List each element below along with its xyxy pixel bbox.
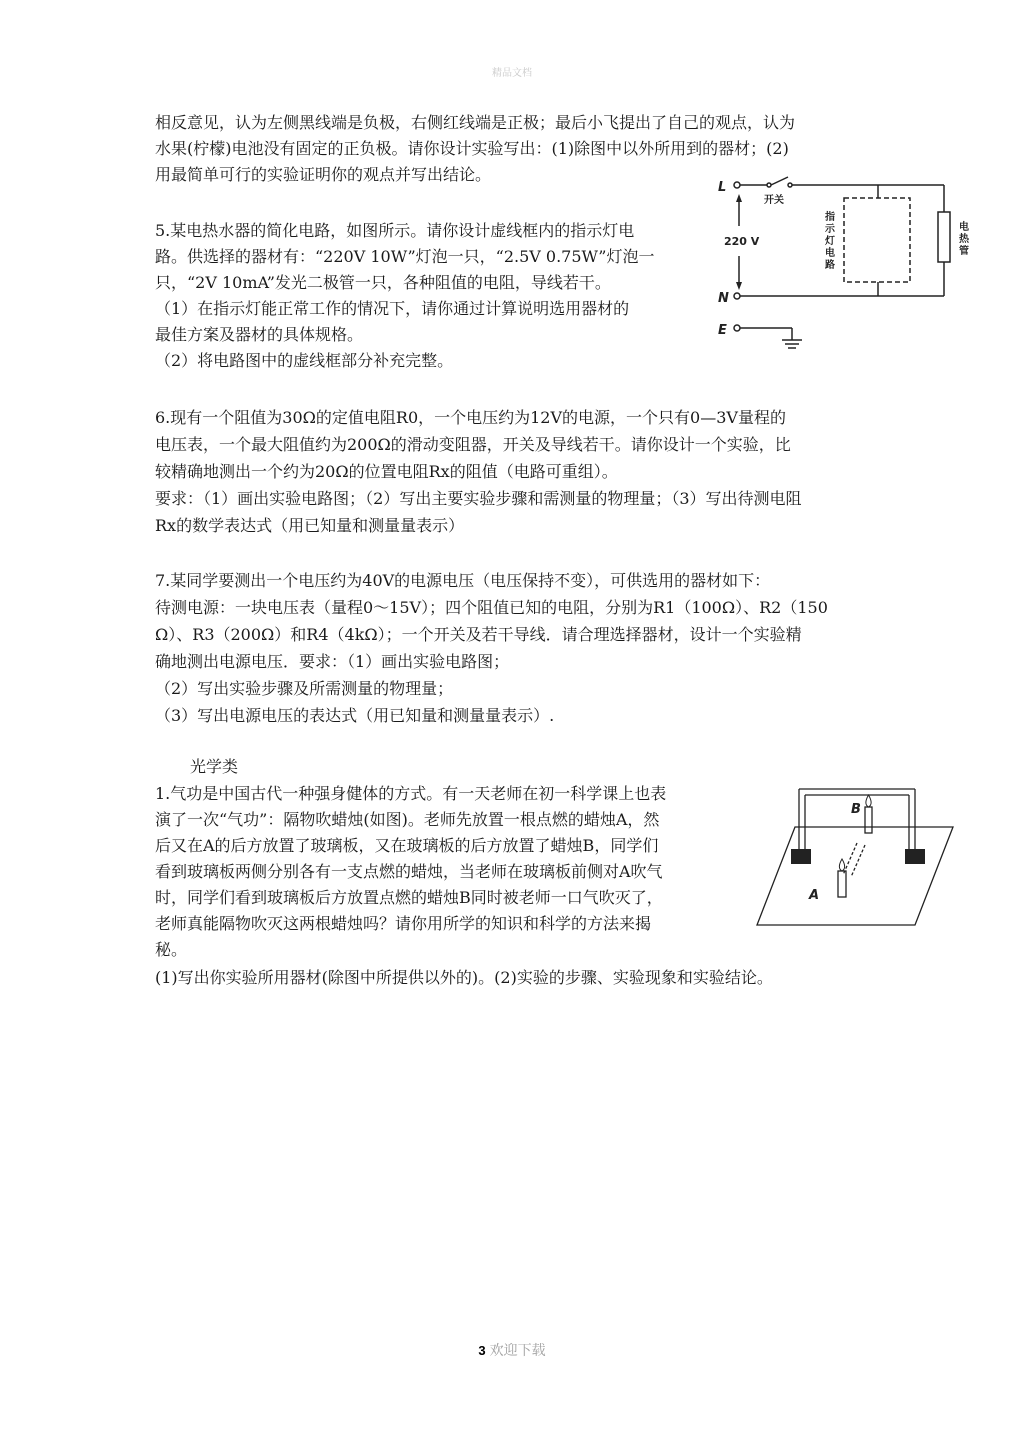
switch-label: 开关 xyxy=(764,195,784,206)
q5-line-6: （2）将电路图中的虚线框部分补充完整。 xyxy=(155,351,454,370)
water-heater-circuit-diagram xyxy=(712,172,982,362)
q5-line-3: 只，“2V 10mA”发光二极管一只，各种阻值的电阻，导线若干。 xyxy=(155,273,611,292)
q5-line-5: 最佳方案及器材的具体规格。 xyxy=(155,325,364,344)
heater-char: 管 xyxy=(959,246,969,257)
section-title-optics: 光学类 xyxy=(190,757,239,776)
indicator-char: 灯 xyxy=(825,236,835,247)
q7-line-5: （2）写出实验步骤及所需测量的物理量； xyxy=(155,679,454,698)
q4-line-1: 相反意见，认为左侧黑线端是负极，右侧红线端是正极；最后小飞提出了自己的观点，认为 xyxy=(155,113,796,132)
optics-q1-line-3: 后又在A的后方放置了玻璃板，又在玻璃板的后方放置了蜡烛B，同学们 xyxy=(155,836,659,855)
indicator-char: 电 xyxy=(825,248,835,259)
candle-A-label: A xyxy=(809,888,820,903)
q6-line-5: Rx的数学表达式（用已知量和测量量表示） xyxy=(155,516,465,535)
header-watermark: 精品文档 xyxy=(492,68,532,79)
optics-q1-line-8: (1)写出你实验所用器材(除图中所提供以外的)。(2)实验的步骤、实验现象和实验结论。 xyxy=(155,968,773,987)
voltage-label: 220 V xyxy=(724,235,760,248)
heater-char: 电 xyxy=(959,222,969,233)
q5-line-2: 路。供选择的器材有：“220V 10W”灯泡一只，“2.5V 0.75W”灯泡一 xyxy=(155,247,655,266)
terminal-L-label: L xyxy=(718,180,727,195)
q7-line-2: 待测电源：一块电压表（量程0～15V）；四个阻值已知的电阻，分别为R1（100Ω）、R2（150 xyxy=(155,598,828,617)
candle-B-label: B xyxy=(851,802,861,817)
optics-q1-line-2: 演了一次“气功”：隔物吹蜡烛(如图)。老师先放置一根点燃的蜡烛A，然 xyxy=(155,810,660,829)
q6-line-2: 电压表，一个最大阻值约为200Ω的滑动变阻器，开关及导线若干。请你设计一个实验，比 xyxy=(155,435,791,454)
optics-q1-line-6: 老师真能隔物吹灭这两根蜡烛吗？请你用所学的知识和科学的方法来揭 xyxy=(155,914,652,933)
q5-line-4: （1）在指示灯能正常工作的情况下，请你通过计算说明选用器材的 xyxy=(155,299,630,318)
q7-line-1: 7.某同学要测出一个电压约为40V的电源电压（电压保持不变），可供选用的器材如下： xyxy=(155,571,771,590)
optics-q1-line-1: 1.气功是中国古代一种强身健体的方式。有一天老师在初一科学课上也表 xyxy=(155,784,667,803)
footer-download-text: 欢迎下载 xyxy=(489,1343,546,1359)
candle-glass-plate-figure xyxy=(755,783,960,933)
q7-line-4: 确地测出电源电压．要求：（1）画出实验电路图； xyxy=(155,652,510,671)
heater-char: 热 xyxy=(959,234,969,245)
optics-q1-line-4: 看到玻璃板两侧分别各有一支点燃的蜡烛，当老师在玻璃板前侧对A吹气 xyxy=(155,862,663,881)
optics-q1-line-7: 秘。 xyxy=(155,940,188,959)
q7-line-6: （3）写出电源电压的表达式（用已知量和测量量表示）. xyxy=(155,706,555,725)
indicator-char: 示 xyxy=(825,224,835,235)
terminal-E-label: E xyxy=(718,323,727,338)
q6-line-3: 较精确地测出一个约为20Ω的位置电阻Rx的阻值（电路可重组）。 xyxy=(155,462,618,481)
indicator-char: 路 xyxy=(825,260,835,271)
q4-line-3: 用最简单可行的实验证明你的观点并写出结论。 xyxy=(155,165,492,184)
page-number: 3 xyxy=(478,1343,486,1358)
q6-line-1: 6.现有一个阻值为30Ω的定值电阻R0，一个电压约为12V的电源，一个只有0—3V量程的 xyxy=(155,408,786,427)
q4-line-2: 水果(柠檬)电池没有固定的正负极。请你设计实验写出：(1)除图中以外所用到的器材；(2) xyxy=(155,139,789,158)
q7-line-3: Ω）、R3（200Ω）和R4（4kΩ）；一个开关及若干导线．请合理选择器材，设计一个实验精 xyxy=(155,625,802,644)
optics-q1-line-5: 时，同学们看到玻璃板后方放置点燃的蜡烛B同时被老师一口气吹灭了， xyxy=(155,888,663,907)
terminal-N-label: N xyxy=(718,291,729,306)
q6-line-4: 要求：（1）画出实验电路图；（2）写出主要实验步骤和需测量的物理量；（3）写出待测电阻 xyxy=(155,489,802,508)
q5-line-1: 5.某电热水器的简化电路，如图所示。请你设计虚线框内的指示灯电 xyxy=(155,221,635,240)
page-footer xyxy=(0,1340,1024,1360)
indicator-char: 指 xyxy=(825,212,835,223)
